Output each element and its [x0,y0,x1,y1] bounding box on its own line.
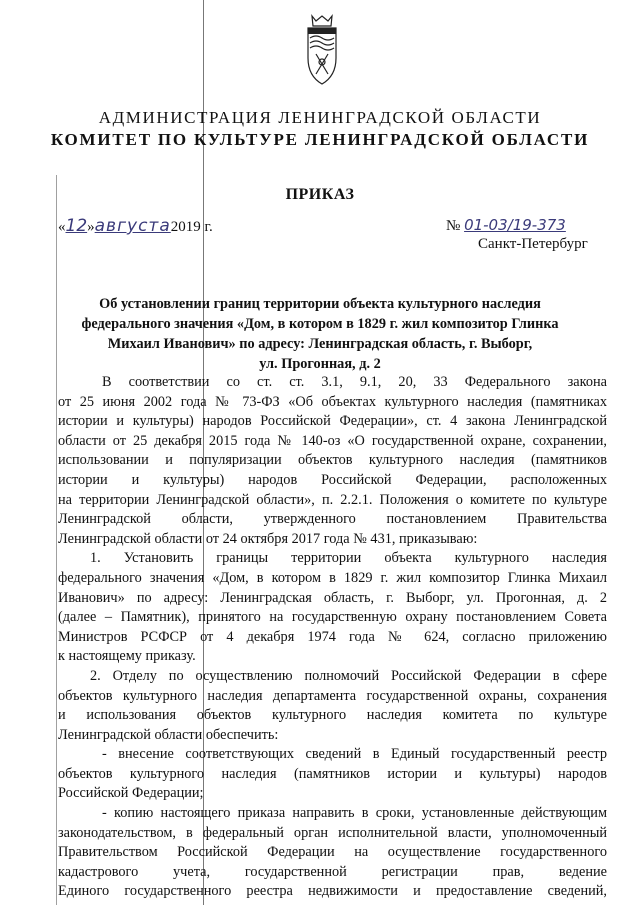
body-line: от 25 июня 2002 года № 73-ФЗ «Об объектах культурного наследия (памятниках [58,393,607,410]
body-line: Единого государственного реестра недвижимости и предоставление сведений, [58,883,607,900]
date-month: августа [94,216,171,236]
body-line: - копию настоящего приказа направить в сроки, установленные действующим [102,805,607,822]
body-line: к настоящему приказу. [58,648,196,665]
body-line: В соответствии со ст. ст. 3.1, 9.1, 20, 33 Федерального закона [102,374,607,390]
body-line: на территории Ленинградской области», п. 2.2.1. Положения о комитете по культуре [58,491,607,508]
body-line: Иванович» по адресу: Ленинградская область, г. Выборг, ул. Прогонная, д. 2 [58,589,607,606]
body-line: Ленинградской области от 24 октября 2017 года № 431, приказываю: [58,530,478,547]
body-line: объектов культурного наследия департамента государственной охраны, сохранения [58,687,607,704]
body-line: - внесение соответствующих сведений в Единый государственный реестр [102,746,607,763]
subject-line: Михаил Иванович» по адресу: Ленинградская область, г. Выборг, [107,336,533,352]
administration-title: АДМИНИСТРАЦИЯ ЛЕНИНГРАДСКОЙ ОБЛАСТИ [98,108,542,127]
coat-of-arms-icon [296,14,348,88]
subject-line: Об установлении границ территории объекта культурного наследия [99,296,541,312]
number-value: 01-03/19-373 [464,216,566,234]
body-line: области от 25 декабря 2015 года № 140-оз «О государственной охране, сохранении, [58,432,607,449]
body-line: 1. Установить границы территории объекта культурного наследия [90,550,607,567]
body-line: Министров РСФСР от 4 декабря 1974 года № 624, согласно приложению [58,628,607,645]
body-line: использовании и популяризации объектов культурного наследия (памятников [58,452,607,469]
body-line: Ленинградской области, утвержденного постановлением Правительства [58,511,607,528]
body-line: Российской Федерации; [58,785,204,802]
subject-line: федерального значения «Дом, в котором в 1829 г. жил композитор Глинка [81,316,559,332]
body-line: федерального значения «Дом, в котором в 1829 г. жил композитор Глинка Михаил [58,569,607,586]
order-number [446,216,566,235]
body-line: (далее – Памятник), принятого на государственную охрану постановлением Совета [58,609,607,626]
body-line: кадастрового учета, государственной регистрации прав, ведение [58,863,607,880]
city: Санкт-Петербург [478,236,588,252]
order-date [58,216,213,236]
body-line: истории и культуры) народов Российской Федерации», ст. 4 закона Ленинградской [58,413,607,430]
date-day: 12 [65,216,88,236]
date-close-quote: » [87,219,95,235]
order-body [58,373,607,902]
body-line: истории и культуры) народов Российской Федерации, расположенных [58,471,607,488]
body-line: и использования объектов культурного наследия комитета по культуре [58,707,607,724]
committee-title: КОМИТЕТ ПО КУЛЬТУРЕ ЛЕНИНГРАДСКОЙ ОБЛАСТИ [50,130,590,149]
date-open-quote: « [58,219,66,235]
number-prefix: № [446,218,461,234]
body-line: Правительством Российской Федерации на осуществление государственного [58,844,607,861]
body-line: законодательством, в федеральный орган исполнительной власти, уполномоченный [58,824,607,841]
body-line: Ленинградской области обеспечить: [58,726,279,743]
date-year: 2019 г. [170,219,213,235]
order-title: ПРИКАЗ [285,186,355,203]
body-line: объектов культурного наследия (памятников истории и культуры) народов [58,765,607,782]
order-subject [70,294,570,374]
body-line: 2. Отделу по осуществлению полномочий Российской Федерации в сфере [90,667,607,684]
subject-line: ул. Прогонная, д. 2 [259,356,381,372]
scan-margin-line [56,175,57,905]
